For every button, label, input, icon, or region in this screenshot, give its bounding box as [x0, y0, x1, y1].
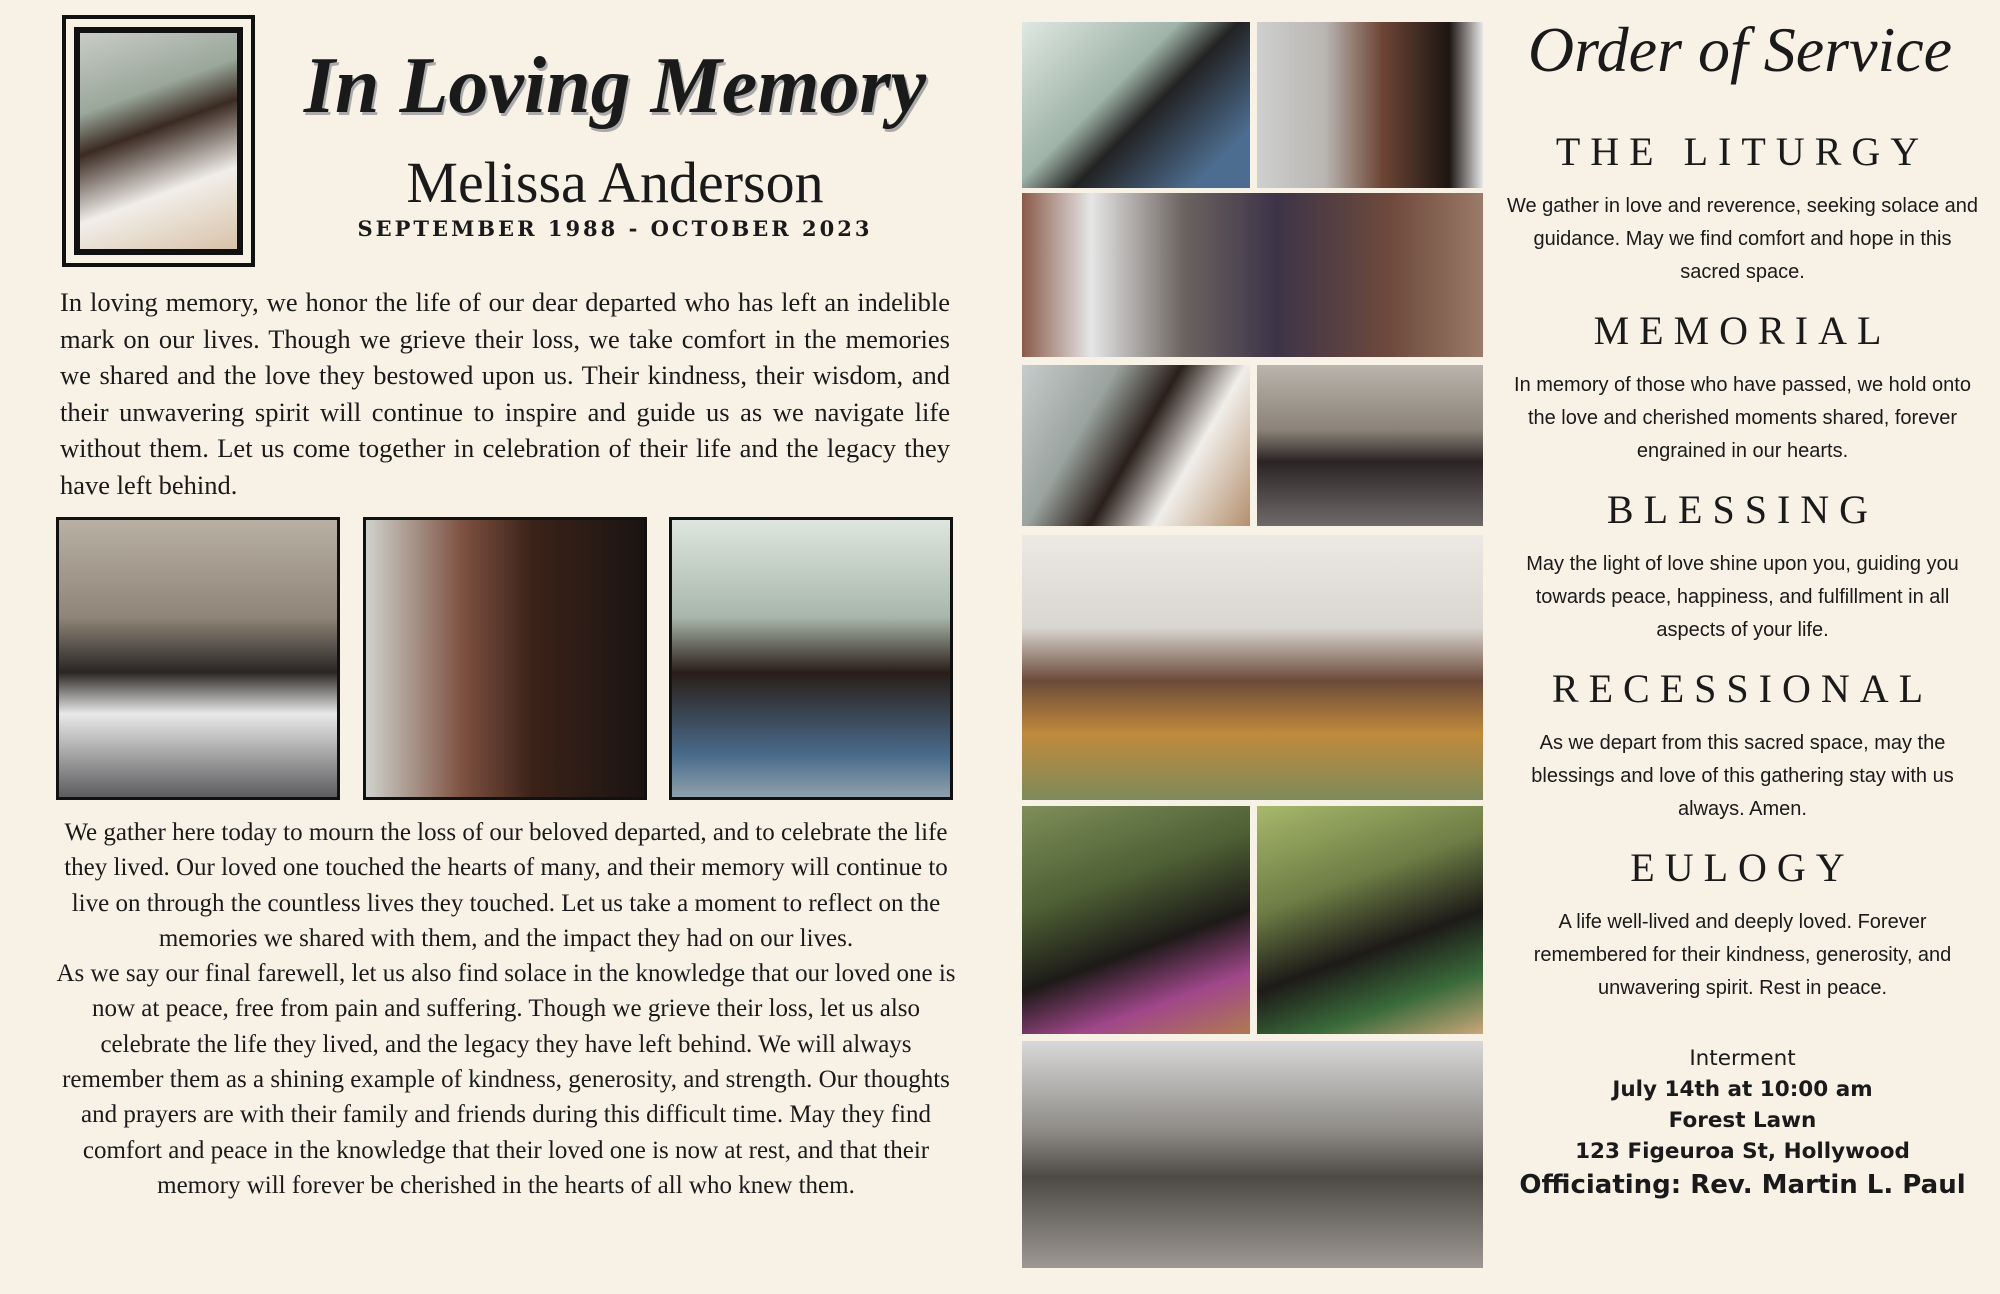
page-title: In Loving Memory: [303, 42, 927, 130]
collage-photo-7: [1022, 806, 1250, 1034]
deceased-name: Melissa Anderson: [406, 150, 824, 215]
section-body-blessing: May the light of love shine upon you, guiding you towards peace, happiness, and fulfillment in all aspects of your life.: [1526, 553, 1959, 641]
interment-info: [1505, 1043, 1980, 1203]
portrait-frame: [62, 15, 255, 267]
interment-location: Forest Lawn: [1668, 1108, 1817, 1133]
tribute-text: [56, 815, 956, 1203]
interment-label: Interment: [1689, 1046, 1796, 1071]
order-of-service-sections: [1500, 118, 1985, 1203]
interment-address: 123 Figeuroa St, Hollywood: [1575, 1139, 1910, 1164]
order-of-service-title: Order of Service: [1527, 14, 1953, 85]
collage-photo-8: [1257, 806, 1483, 1034]
section-heading-recessional: RECESSIONAL: [1551, 666, 1934, 711]
intro-paragraph: In loving memory, we honor the life of our dear departed who has left an indelible mark on our lives. Though we grieve their loss, we take comfort in the memories we shared and the love they bestowed upon us. Their kindness, their wisdom, and their unwavering spirit will continue to inspire and guide us as we navigate life without them. Let us come together in celebration of their life and the legacy they have left behind.: [60, 287, 950, 500]
collage-photo-4: [1022, 365, 1250, 526]
section-body-liturgy: We gather in love and reverence, seeking solace and guidance. May we find comfort and hope in this sacred space.: [1506, 195, 1979, 283]
photo-scarf-street: [56, 517, 340, 800]
tribute-paragraph-1: We gather here today to mourn the loss of our beloved departed, and to celebrate the life they lived. Our loved one touched the hearts of many, and their memory will continue to live on through the countless lives they touched. Let us take a moment to reflect on the memories we shared with them, and the impact they had on our lives.: [64, 819, 948, 952]
section-heading-blessing: BLESSING: [1606, 487, 1879, 532]
collage-photo-1: [1022, 22, 1250, 188]
life-dates: SEPTEMBER 1988 - OCTOBER 2023: [357, 216, 873, 241]
collage-photo-kitchen: [1022, 535, 1483, 800]
collage-photo-5: [1257, 365, 1483, 526]
collage-photo-2: [1257, 22, 1483, 188]
officiant: Officiating: Rev. Martin L. Paul: [1519, 1170, 1966, 1200]
photo-profile: [363, 517, 647, 800]
photo-seated: [669, 517, 953, 800]
section-body-recessional: As we depart from this sacred space, may the blessings and love of this gathering stay with us always. Amen.: [1531, 732, 1954, 820]
collage-photo-3: [1022, 193, 1483, 357]
section-body-eulogy: A life well-lived and deeply loved. Forever remembered for their kindness, generosity, and unwavering spirit. Rest in peace.: [1533, 911, 1952, 999]
tribute-paragraph-2: As we say our final farewell, let us also find solace in the knowledge that our loved one is now at peace, free from pain and suffering. Though we grieve their loss, let us also celebrate the life they lived, and the legacy they have left behind. We will always remember them as a shining example of kindness, generosity, and strength. Our thoughts and prayers are with their family and friends during this difficult time. May they find comfort and peace in the knowledge that their loved one is now at rest, and that their memory will forever be cherished in the hearts of all who knew them.: [56, 960, 956, 1199]
section-heading-liturgy: THE LITURGY: [1555, 129, 1930, 174]
collage-photo-street-dance: [1022, 1041, 1483, 1268]
section-body-memorial: In memory of those who have passed, we hold onto the love and cherished moments shared, forever engrained in our hearts.: [1514, 374, 1971, 462]
interment-time: July 14th at 10:00 am: [1612, 1077, 1873, 1102]
section-heading-eulogy: EULOGY: [1630, 845, 1855, 890]
portrait-photo: [74, 27, 243, 255]
section-heading-memorial: MEMORIAL: [1593, 308, 1892, 353]
